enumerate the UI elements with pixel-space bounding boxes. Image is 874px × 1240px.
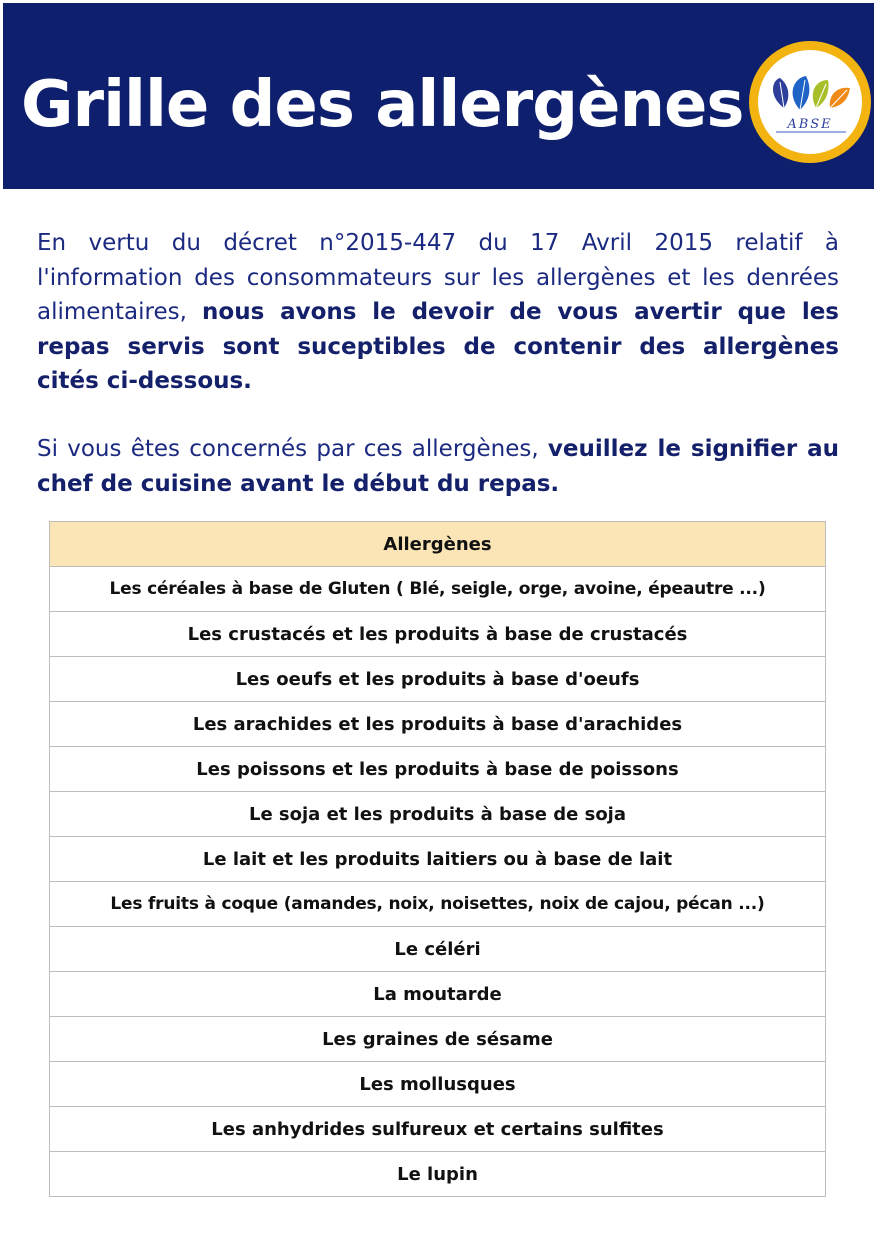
table-row [50, 702, 826, 747]
table-row [50, 657, 826, 702]
table-row [50, 1062, 826, 1107]
abse-logo [749, 41, 871, 163]
allergen-cell: Le lait et les produits laitiers ou à base de lait [50, 837, 826, 882]
leaves-icon [758, 50, 862, 154]
intro-paragraph-2 [37, 432, 839, 501]
table-row [50, 837, 826, 882]
allergen-table [49, 521, 826, 1197]
allergen-cell: Le soja et les produits à base de soja [50, 792, 826, 837]
allergen-cell: Les arachides et les produits à base d'arachides [50, 702, 826, 747]
table-row [50, 747, 826, 792]
allergen-cell: Les céréales à base de Gluten ( Blé, seigle, orge, avoine, épeautre ...) [50, 567, 826, 612]
table-row [50, 972, 826, 1017]
table-header-row [50, 522, 826, 567]
table-row [50, 1107, 826, 1152]
table-row [50, 792, 826, 837]
allergen-cell: Les crustacés et les produits à base de crustacés [50, 612, 826, 657]
allergen-cell: Les graines de sésame [50, 1017, 826, 1062]
allergen-cell: Les anhydrides sulfureux et certains sulfites [50, 1107, 826, 1152]
table-header: Allergènes [50, 522, 826, 567]
page-title: Grille des allergènes [21, 68, 744, 142]
logo-text: ABSE [787, 117, 833, 132]
table-row [50, 1152, 826, 1197]
table-row [50, 567, 826, 612]
allergen-cell: Les fruits à coque (amandes, noix, noisettes, noix de cajou, pécan ...) [50, 882, 826, 927]
allergen-cell: La moutarde [50, 972, 826, 1017]
notice-text-regular: Si vous êtes concernés par ces allergènes, [37, 436, 548, 462]
notice-text-bold: veuillez le signifier au chef de cuisine avant le début du repas. [37, 436, 840, 497]
allergen-cell: Les oeufs et les produits à base d'oeufs [50, 657, 826, 702]
allergen-cell: Le céléri [50, 927, 826, 972]
intro-text-regular: En vertu du décret n°2015-447 du 17 Avril 2015 relatif à l'information des consommateurs sur les allergènes et les denrées alimentaires, [37, 230, 839, 325]
allergen-cell: Les mollusques [50, 1062, 826, 1107]
intro-paragraph-1 [37, 226, 839, 399]
allergen-cell: Les poissons et les produits à base de poissons [50, 747, 826, 792]
table-row [50, 612, 826, 657]
table-row [50, 1017, 826, 1062]
header-banner [3, 3, 874, 189]
table-row [50, 927, 826, 972]
table-row [50, 882, 826, 927]
intro-text-bold: nous avons le devoir de vous avertir que les repas servis sont suceptibles de contenir des allergènes cités ci-dessous. [37, 299, 839, 394]
logo-inner [758, 50, 862, 154]
allergen-cell: Le lupin [50, 1152, 826, 1197]
